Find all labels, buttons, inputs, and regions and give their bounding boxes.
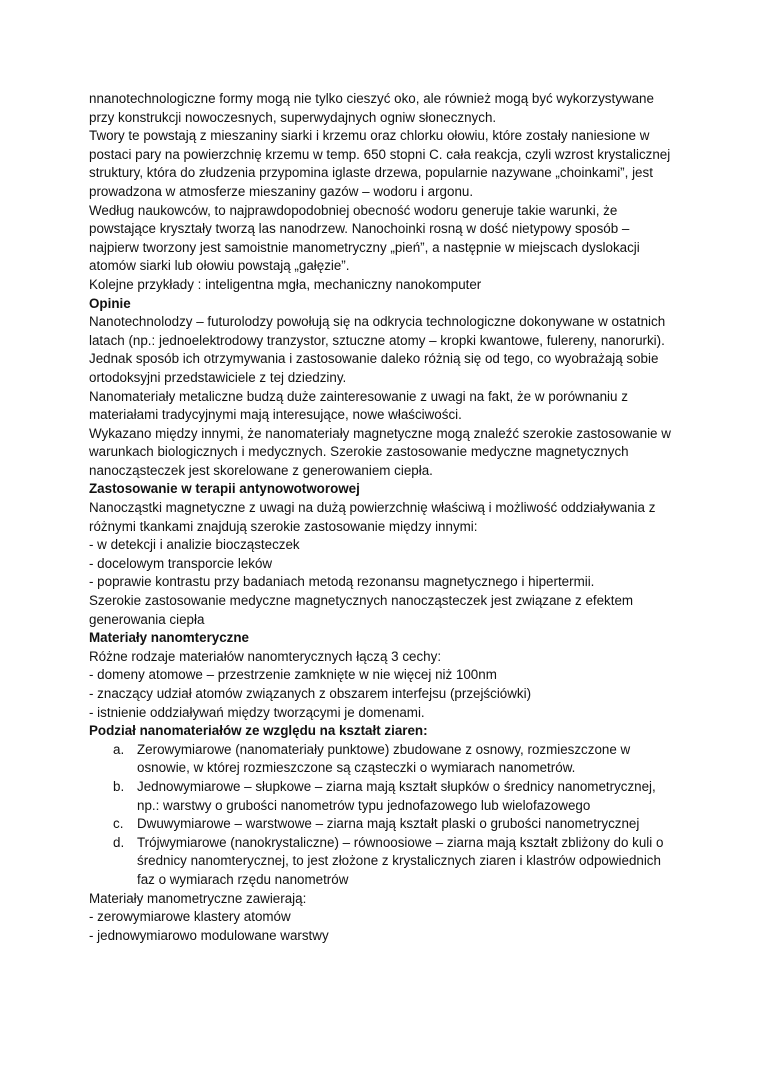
zawieraja-list — [89, 908, 680, 945]
materialy-list — [89, 666, 680, 722]
heading-podzial: Podział nanomateriałów ze względu na kształt ziaren: — [89, 723, 428, 739]
podzial-list — [89, 741, 680, 890]
list-item — [89, 741, 680, 778]
list-marker: d. — [113, 834, 125, 850]
intro-paragraph-2: Twory te powstają z mieszaniny siarki i krzemu oraz chlorku ołowiu, które zostały naniesione w postaci pary na powierzchnię krzemu w temp. 650 stopni C. cała reakcja, czyli wzrost krystalicznej struktury, która do złudzenia przypomina iglaste drzewa, popularnie nazywane „choinkami”, jest prowadzona w atmosferze mieszaniny gazów – wodoru i argonu. — [89, 128, 671, 199]
intro-paragraph-3: Według naukowców, to najprawdopodobniej obecność wodoru generuje takie warunki, że powstające kryształy tworzą las nanodrzew. Nanochoinki rosną w dość nietypowy sposób – najpierw tworzony jest samoistnie manometryczny „pień”, a następnie w miejscach dyslokacji atomów siarki lub ołowiu powstają „gałęzie”. — [89, 202, 640, 274]
list-item — [89, 834, 680, 890]
zawieraja-lead: Materiały manometryczne zawierają: — [89, 890, 307, 906]
opinie-paragraph-3: Wykazano między innymi, że nanomateriały magnetyczne mogą znaleźć szerokie zastosowanie w warunkach biologicznych i medycznych. Szerokie zastosowanie medyczne magnetycznych nanocząsteczek jest skorelowane z generowaniem ciepła. — [89, 425, 671, 478]
heading-terapia: Zastosowanie w terapii antynowotworowej — [89, 481, 360, 497]
terapia-list — [89, 536, 680, 592]
materialy-lead: Różne rodzaje materiałów nanomterycznych łączą 3 cechy: — [89, 648, 442, 664]
list-item — [89, 815, 680, 834]
list-item: - zerowymiarowe klastery atomów — [89, 909, 291, 925]
list-item: - w detekcji i analizie biocząsteczek — [89, 537, 300, 553]
list-item — [89, 778, 680, 815]
list-item-text: Zerowymiarowe (nanomateriały punktowe) zbudowane z osnowy, rozmieszczone w osnowie, w której rozmieszczone są cząsteczki o wymiarach nanometrów. — [137, 741, 631, 776]
list-item: - istnienie oddziaływań między tworzącymi je domenami. — [89, 704, 425, 720]
list-item-text: Trójwymiarowe (nanokrystaliczne) – równoosiowe – ziarna mają kształt zbliżony do kuli o średnicy nanomterycznej, to jest złożone z krystalicznych ziaren i klastrów odpowiednich faz o wymiarach rzędu nanometrów — [137, 834, 664, 887]
opinie-paragraph-1: Nanotechnolodzy – futurolodzy powołują się na odkrycia technologiczne dokonywane w ostatnich latach (np.: jednoelektrodowy tranzystor, sztuczne atomy – kropki kwantowe, fulereny, nanorurki). Jednak sposób ich otrzymywania i zastosowanie daleko różnią się od tego, co wyobrażają sobie ortodoksyjni przedstawiciele z tej dziedziny. — [89, 314, 666, 385]
list-item: - jednowymiarowo modulowane warstwy — [89, 927, 329, 943]
intro-paragraph-1: nnanotechnologiczne formy mogą nie tylko cieszyć oko, ale również mogą być wykorzystywane przy konstrukcji nowoczesnych, superwydajnych ogniw słonecznych. — [89, 91, 654, 125]
list-marker: c. — [113, 816, 124, 832]
terapia-lead: Nanocząstki magnetyczne z uwagi na dużą powierzchnię właściwą i możliwość oddziaływania z różnymi tkankami znajdują szerokie zastosowanie między innymi: — [89, 500, 656, 534]
intro-paragraph-4: Kolejne przykłady : inteligentna mgła, mechaniczny nanokomputer — [89, 276, 482, 292]
list-marker: b. — [113, 778, 125, 794]
terapia-closing: Szerokie zastosowanie medyczne magnetycznych nanocząsteczek jest związane z efektem generowania ciepła — [89, 593, 634, 627]
opinie-paragraph-2: Nanomateriały metaliczne budzą duże zainteresowanie z uwagi na fakt, że w porównaniu z materiałami tradycyjnymi mają interesujące, nowe właściwości. — [89, 388, 628, 423]
list-item-text: Jednowymiarowe – słupkowe – ziarna mają kształt słupków o średnicy nanometrycznej, np.: warstwy o grubości nanometrów typu jednofazowego lub wielofazowego — [137, 778, 656, 813]
heading-opinie: Opinie — [89, 295, 131, 311]
list-item: - znaczący udział atomów związanych z obszarem interfejsu (przejściówki) — [89, 686, 532, 701]
list-item-text: Dwuwymiarowe – warstwowe – ziarna mają kształt plaski o grubości nanometrycznej — [137, 816, 640, 832]
list-item: - poprawie kontrastu przy badaniach metodą rezonansu magnetycznego i hipertermii. — [89, 574, 595, 590]
heading-materialy: Materiały nanomteryczne — [89, 630, 250, 646]
list-item: - domeny atomowe – przestrzenie zamknięte w nie więcej niż 100nm — [89, 667, 497, 683]
list-marker: a. — [113, 741, 125, 757]
list-item: - docelowym transporcie leków — [89, 555, 273, 571]
